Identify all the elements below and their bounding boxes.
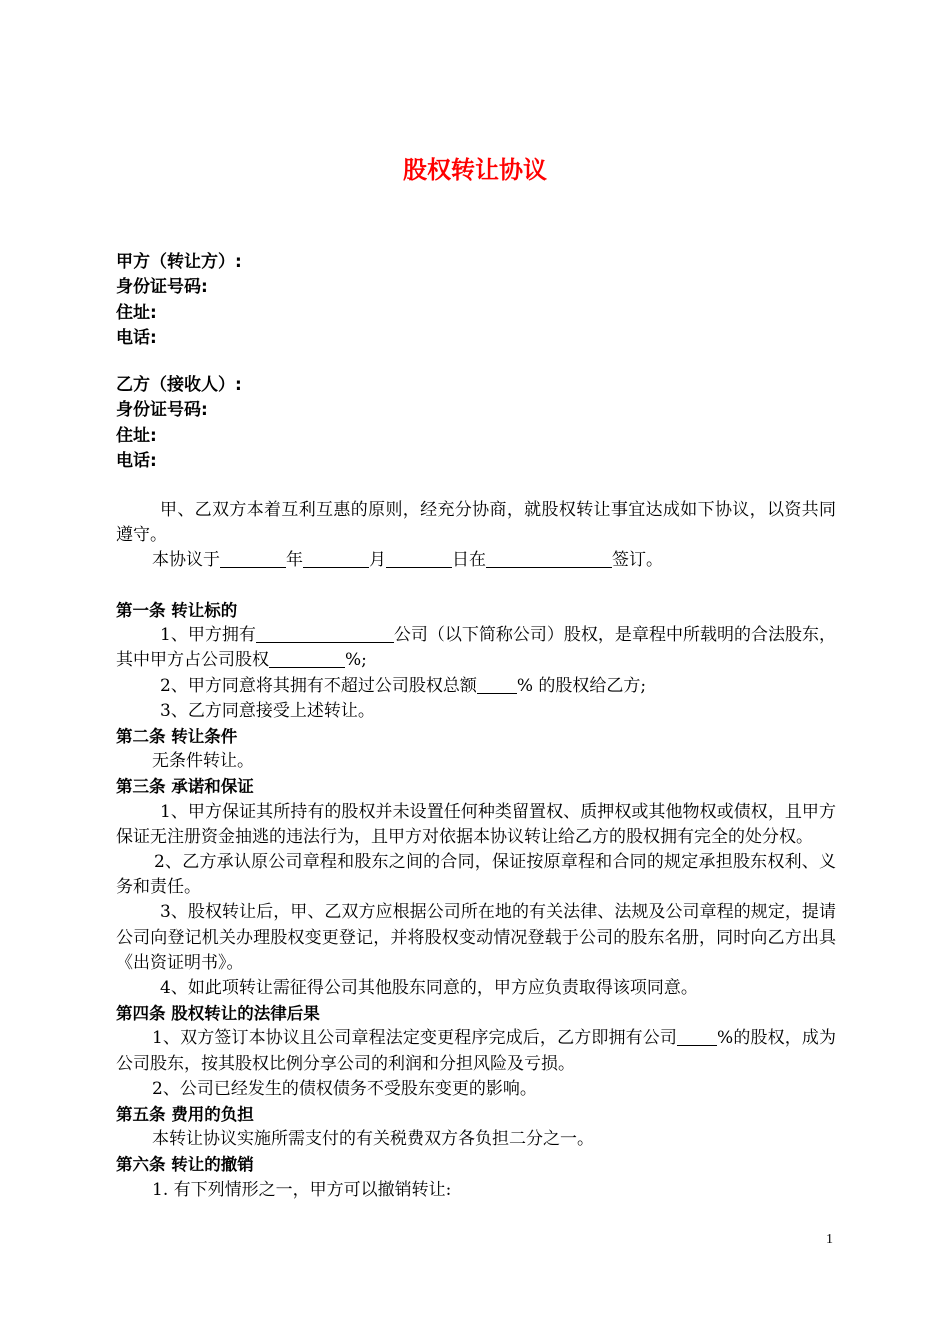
preamble-text: 甲、乙双方本着互利互惠的原则，经充分协商，就股权转让事宜达成如下协议，以资共同遵守。 [116, 500, 836, 546]
clause-text: 公司（以下简称公司）股权，是章程中所载明的合法股东，其中甲方占公司股权 [116, 625, 836, 671]
clause-text: % 的股权给乙方; [516, 675, 647, 696]
party-b-id-label: 身份证号码: [116, 400, 208, 421]
party-a-address-label: 住址: [116, 302, 157, 323]
preamble [116, 498, 836, 574]
day-blank[interactable] [386, 549, 452, 568]
clause-text: %的股权，成为公司股东，按其股权比例分享公司的利润和分担风险及亏损。 [116, 1028, 836, 1074]
party-a-block [116, 250, 242, 351]
articles [116, 598, 836, 1203]
article-1-clause-3: 3、乙方同意接受上述转让。 [160, 700, 375, 721]
article-3-heading: 第三条 承诺和保证 [116, 777, 254, 797]
article-3-clause-3: 3、股权转让后，甲、乙双方应根据公司所在地的有关法律、法规及公司章程的规定，提请公司向登记机关办理股权变更登记，并将股权变动情况登载于公司的股东名册，同时向乙方出具《出资证明书》。 [116, 902, 836, 973]
place-blank[interactable] [486, 549, 612, 568]
month-blank[interactable] [303, 549, 369, 568]
clause-text: 1、甲方拥有 [160, 625, 256, 646]
article-6-clause-1: 1. 有下列情形之一，甲方可以撤销转让: [152, 1179, 452, 1200]
signing-month: 月 [369, 550, 386, 571]
article-1-heading: 第一条 转让标的 [116, 601, 238, 620]
signing-day: 日在 [452, 550, 486, 571]
article-3-clause-2: 2、乙方承认原公司章程和股东之间的合同，保证按原章程和合同的规定承担股东权利、义务和责任。 [116, 852, 836, 898]
party-a-id-label: 身份证号码: [116, 277, 208, 298]
party-b-block [116, 373, 242, 474]
signing-year: 年 [286, 550, 303, 571]
party-a-phone-label: 电话: [116, 327, 157, 348]
transfer-percent-blank[interactable] [477, 675, 517, 694]
article-4-clause-1 [116, 1026, 836, 1076]
article-1-clause-1 [116, 623, 836, 673]
party-b-address-label: 住址: [116, 425, 157, 446]
page-number: 1 [826, 1232, 833, 1247]
document-title: 股权转让协议 [403, 156, 547, 184]
party-a-label: 甲方（转让方）: [116, 252, 242, 272]
signing-line [116, 548, 836, 573]
article-3-clause-1: 1、甲方保证其所持有的股权并未设置任何种类留置权、质押权或其他物权或债权，且甲方保证无注册资金抽逃的违法行为，且甲方对依据本协议转让给乙方的股权拥有完全的处分权。 [116, 801, 836, 847]
article-4-heading: 第四条 股权转让的法律后果 [116, 1004, 320, 1024]
article-3-clause-4: 4、如此项转让需征得公司其他股东同意的，甲方应负责取得该项同意。 [160, 978, 698, 999]
article-1-clause-2 [116, 674, 836, 699]
year-blank[interactable] [220, 549, 286, 568]
article-2-heading: 第二条 转让条件 [116, 727, 238, 747]
party-b-phone-label: 电话: [116, 450, 157, 471]
signing-suffix: 签订。 [612, 550, 663, 571]
buyer-percent-blank[interactable] [677, 1027, 717, 1046]
share-percent-blank[interactable] [269, 649, 345, 668]
clause-text: 2、甲方同意将其拥有不超过公司股权总额 [160, 675, 477, 696]
signing-prefix: 本协议于 [152, 550, 220, 571]
party-b-label: 乙方（接收人）: [116, 375, 242, 395]
clause-text: 1、双方签订本协议且公司章程法定变更程序完成后，乙方即拥有公司 [152, 1028, 678, 1049]
article-6-heading: 第六条 转让的撤销 [116, 1155, 254, 1175]
clause-text: %; [345, 650, 367, 671]
company-name-blank[interactable] [256, 624, 394, 643]
article-4-clause-2: 2、公司已经发生的债权债务不受股东变更的影响。 [152, 1078, 537, 1099]
article-2-clause-1: 无条件转让。 [152, 751, 254, 772]
article-5-heading: 第五条 费用的负担 [116, 1105, 254, 1125]
article-5-clause-1: 本转让协议实施所需支付的有关税费双方各负担二分之一。 [152, 1129, 594, 1150]
